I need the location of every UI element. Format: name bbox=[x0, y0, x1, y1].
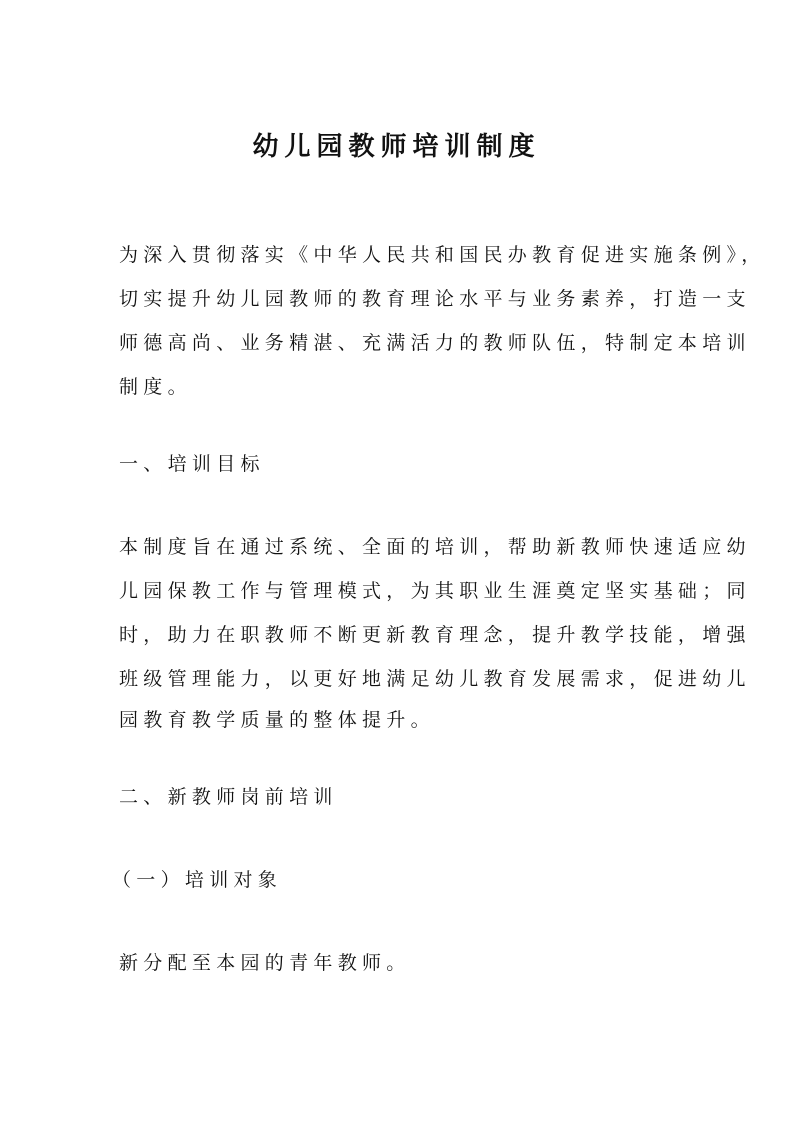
subsection-text: 新分配至本园的青年教师。 bbox=[119, 952, 411, 974]
section1-line: 时，助力在职教师不断更新教育理念，提升教学技能，增强 bbox=[119, 624, 751, 646]
section1-line: 本制度旨在通过系统、全面的培训，帮助新教师快速适应幼 bbox=[119, 536, 751, 558]
document-title: 幼儿园教师培训制度 bbox=[252, 132, 541, 162]
section1-line: 班级管理能力，以更好地满足幼儿教育发展需求，促进幼儿 bbox=[119, 668, 751, 690]
section-heading: 一、培训目标 bbox=[119, 453, 265, 475]
section1-line: 园教育教学质量的整体提升。 bbox=[119, 709, 435, 731]
section-heading: 二、新教师岗前培训 bbox=[119, 786, 338, 808]
section1-line: 儿园保教工作与管理模式，为其职业生涯奠定坚实基础；同 bbox=[119, 580, 751, 602]
intro-line: 切实提升幼儿园教师的教育理论水平与业务素养，打造一支 bbox=[119, 288, 751, 310]
intro-line: 为深入贯彻落实《中华人民共和国民办教育促进实施条例》， bbox=[119, 244, 766, 266]
subsection-heading: （一）培训对象 bbox=[112, 869, 283, 891]
intro-line: 师德高尚、业务精湛、充满活力的教师队伍，特制定本培训 bbox=[119, 332, 751, 354]
intro-line: 制度。 bbox=[119, 376, 192, 398]
